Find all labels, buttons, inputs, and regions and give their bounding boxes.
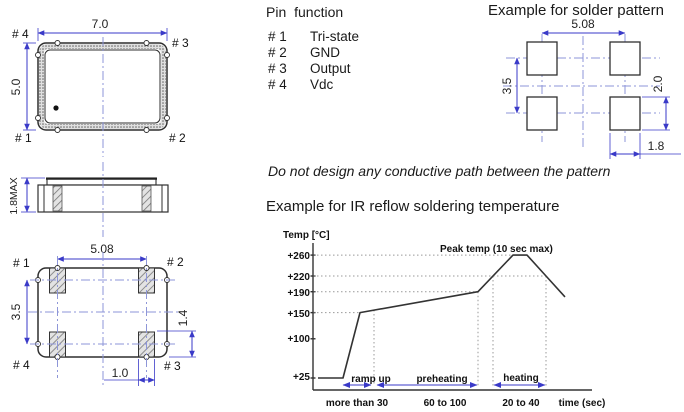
phase-ramp-up: ramp up xyxy=(351,374,391,385)
chart-x-labels xyxy=(326,398,605,409)
terminal-right-side xyxy=(142,186,151,211)
ytick-220: +220 xyxy=(287,272,310,283)
dim-label-3-5-bottom: 3.5 xyxy=(9,303,23,321)
dim-solder-pitch-y xyxy=(500,58,517,113)
chart-phase-labels xyxy=(351,373,539,385)
phase-heating: heating xyxy=(503,373,539,384)
ytick-260: +260 xyxy=(287,251,310,262)
chart-y-tick-labels xyxy=(287,251,310,383)
ytick-190: +190 xyxy=(287,288,310,299)
pin-label-3-bottom: # 3 xyxy=(164,359,181,373)
dim-label-5-08-bottom: 5.08 xyxy=(90,242,114,256)
pin-function-title: Pin function xyxy=(266,4,344,20)
ytick-100: +100 xyxy=(287,334,310,345)
reflow-section-title: Example for IR reflow soldering temperature xyxy=(266,198,560,215)
dim-label-5-08-solder: 5.08 xyxy=(571,17,595,31)
chart-y-axis-label: Temp [°C] xyxy=(283,230,330,241)
pin-func: Output xyxy=(310,61,351,76)
dim-label-1-8max: 1.8MAX xyxy=(8,177,20,215)
top-view-drawing xyxy=(9,17,189,157)
dim-row-pitch xyxy=(9,280,27,344)
bottom-view-drawing xyxy=(9,242,196,386)
dim-label-1-4: 1.4 xyxy=(176,309,190,327)
dim-label-5-0: 5.0 xyxy=(9,78,23,96)
dim-solder-pad-height xyxy=(642,75,670,130)
dim-label-2-0: 2.0 xyxy=(651,75,665,93)
dim-solder-pad-width xyxy=(610,133,681,159)
pin1-index-dot xyxy=(53,105,58,110)
pin-function-row-3 xyxy=(268,61,359,77)
solder-pattern-drawing xyxy=(500,17,681,159)
pin-label-2-top: # 2 xyxy=(169,131,186,145)
duration-heating: 20 to 40 xyxy=(502,398,540,409)
pin-func: Vdc xyxy=(310,77,334,92)
pin-number: # 3 xyxy=(268,61,287,76)
phase-preheating: preheating xyxy=(416,374,468,385)
chart-geometry xyxy=(311,255,566,386)
ytick-150: +150 xyxy=(287,309,310,320)
pin-function-row-1 xyxy=(268,29,359,45)
pin-label-1-top: # 1 xyxy=(15,131,32,145)
duration-ramp-up: more than 30 xyxy=(325,398,389,409)
dim-top-height xyxy=(9,43,36,130)
chart-peak-annotation: Peak temp (10 sec max) xyxy=(440,244,553,255)
terminal-left-side xyxy=(53,186,62,211)
pin-number: # 2 xyxy=(268,45,287,60)
dim-pad-pitch xyxy=(58,242,147,259)
pin-func: Tri-state xyxy=(310,29,360,44)
pin-function-row-4 xyxy=(268,77,359,93)
pin-function-row-2 xyxy=(268,45,359,61)
conductive-path-note: Do not design any conductive path between the pattern xyxy=(268,163,611,179)
pin-label-1-bottom: # 1 xyxy=(13,256,30,270)
pin-label-3-top: # 3 xyxy=(172,36,189,50)
pin-func: GND xyxy=(310,45,340,60)
duration-preheating: 60 to 100 xyxy=(423,398,467,409)
chart-x-axis-label: time (sec) xyxy=(558,398,606,409)
pin-function-list xyxy=(268,29,359,93)
pin-label-2-bottom: # 2 xyxy=(167,255,184,269)
pin-label-4-top: # 4 xyxy=(12,27,29,41)
dim-label-1-8: 1.8 xyxy=(647,139,665,153)
solder-pattern-title: Example for solder pattern xyxy=(488,2,664,19)
pin-label-4-bottom: # 4 xyxy=(13,358,30,372)
reflow-chart xyxy=(283,230,605,409)
pin-number: # 1 xyxy=(268,29,287,44)
dim-label-3-5-solder: 3.5 xyxy=(500,77,514,95)
dim-label-1-0: 1.0 xyxy=(111,366,129,380)
ytick-25: +25 xyxy=(293,372,310,383)
pin-number: # 4 xyxy=(268,77,287,92)
dim-label-7-0: 7.0 xyxy=(91,17,109,31)
temperature-profile-line xyxy=(318,255,565,378)
dim-solder-pitch-x xyxy=(542,17,625,33)
side-view-drawing xyxy=(8,162,168,237)
